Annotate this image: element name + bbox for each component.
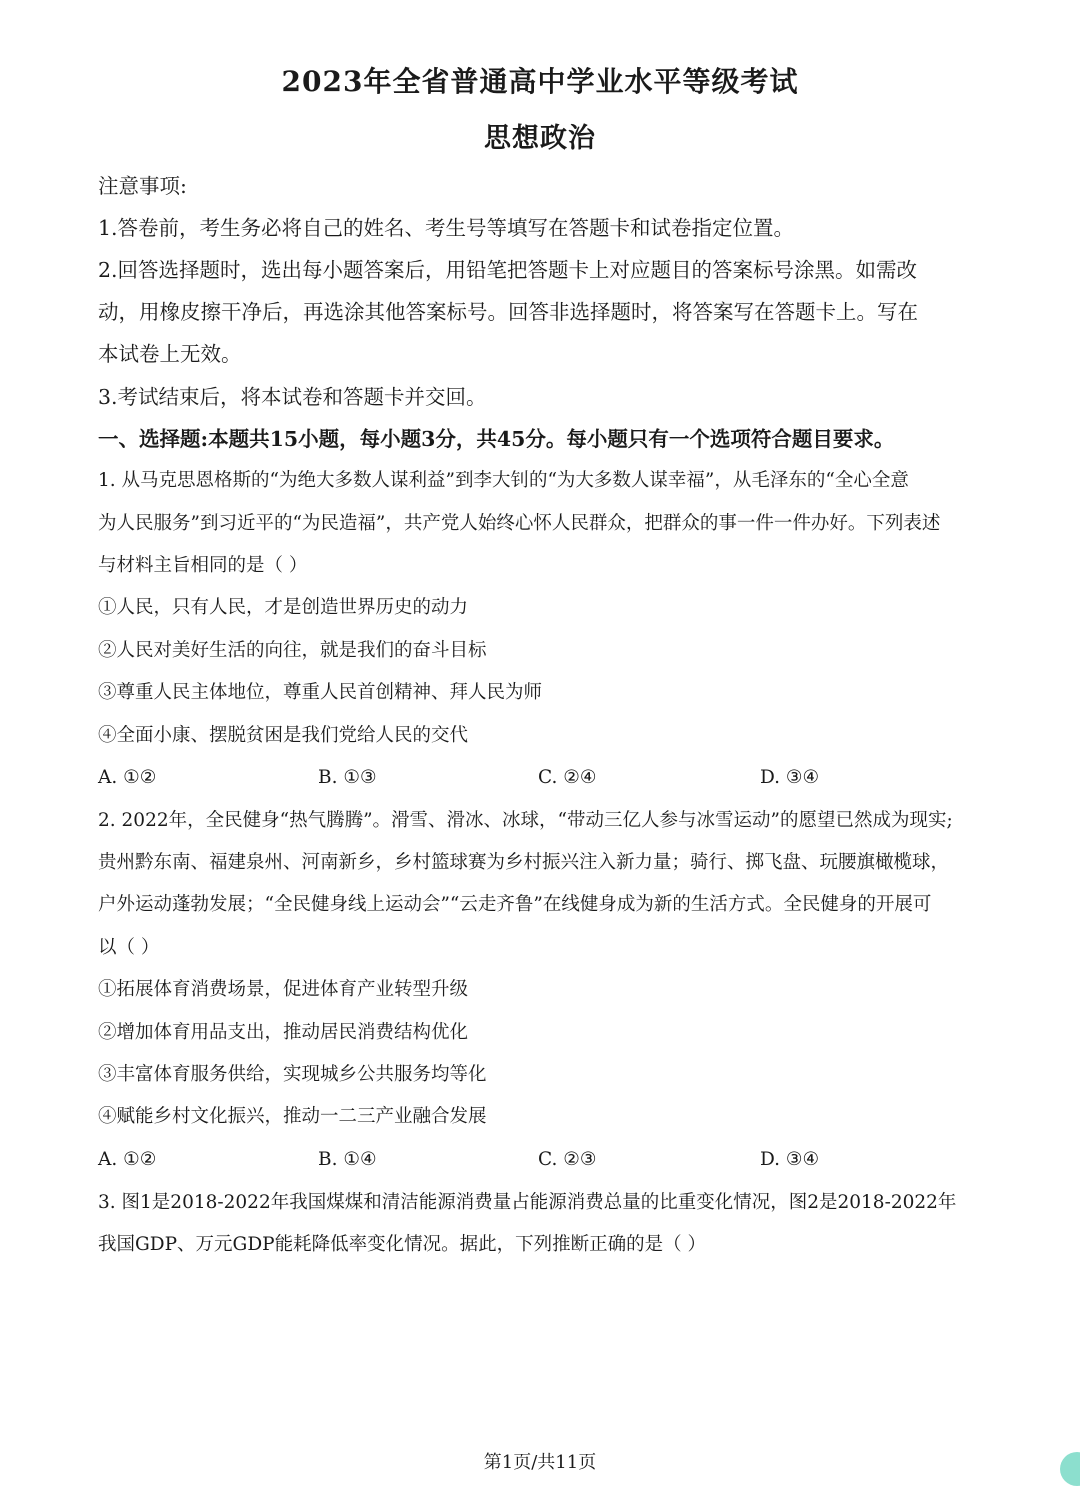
q2-stem-line-3: 户外运动蓬勃发展；“全民健身线上运动会”“云走齐鲁”在线健身成为新的生活方式。全民健身的开展可 (98, 894, 932, 915)
q1-statement-1: ①人民，只有人民，才是创造世界历史的动力 (98, 597, 469, 618)
exam-subject: 思想政治 (484, 123, 596, 154)
notice-heading: 注意事项: (98, 174, 187, 198)
q2-statement-1: ①拓展体育消费场景，促进体育产业转型升级 (98, 979, 469, 1000)
notice-item-2-line-3: 本试卷上无效。 (98, 342, 242, 366)
q1-stem-line-3: 与材料主旨相同的是（ ） (98, 555, 308, 576)
notice-item-2-line-1: 2.回答选择题时，选出每小题答案后，用铅笔把答题卡上对应题目的答案标号涂黑。如需改 (98, 258, 918, 282)
q3-stem-line-1: 3. 图1是2018-2022年我国煤煤和清洁能源消费量占能源消费总量的比重变化情况，图2是2018-2022年 (98, 1192, 957, 1213)
notice-item-1: 1.答卷前，考生务必将自己的姓名、考生号等填写在答题卡和试卷指定位置。 (98, 216, 795, 240)
notice-item-3: 3.考试结束后，将本试卷和答题卡并交回。 (98, 385, 487, 409)
q1-choice-d: D. ③④ (760, 767, 820, 788)
q1-choice-a: A. ①② (98, 767, 157, 788)
q2-choice-b: B. ①④ (318, 1149, 377, 1170)
notice-item-2-line-2: 动，用橡皮擦干净后，再选涂其他答案标号。回答非选择题时，将答案写在答题卡上。写在 (98, 300, 918, 324)
q2-stem-line-4: 以（ ） (98, 937, 160, 958)
q2-statement-2: ②增加体育用品支出，推动居民消费结构优化 (98, 1022, 469, 1043)
q1-statement-3: ③尊重人民主体地位，尊重人民首创精神、拜人民为师 (98, 682, 543, 703)
q2-stem-line-2: 贵州黔东南、福建泉州、河南新乡，乡村篮球赛为乡村振兴注入新力量；骑行、掷飞盘、玩腰旗橄榄球， (98, 852, 950, 873)
section-1-heading: 一、选择题:本题共15小题，每小题3分，共45分。每小题只有一个选项符合题目要求。 (98, 427, 895, 451)
q1-stem-line-2: 为人民服务”到习近平的“为民造福”，共产党人始终心怀人民群众，把群众的事一件一件办好。下列表述 (98, 513, 941, 534)
q1-statement-2: ②人民对美好生活的向往，就是我们的奋斗目标 (98, 640, 487, 661)
q2-choice-d: D. ③④ (760, 1149, 820, 1170)
q1-choice-c: C. ②④ (538, 767, 597, 788)
q2-stem-line-1: 2. 2022年，全民健身“热气腾腾”。滑雪、滑冰、冰球，“带动三亿人参与冰雪运动”的愿望已然成为现实; (98, 810, 953, 831)
q2-statement-4: ④赋能乡村文化振兴，推动一二三产业融合发展 (98, 1106, 487, 1127)
floating-badge-icon[interactable] (1060, 1452, 1080, 1486)
q2-choice-a: A. ①② (98, 1149, 157, 1170)
q1-stem-line-1: 1. 从马克思恩格斯的“为绝大多数人谋利益”到李大钊的“为大多数人谋幸福”，从毛泽东的“全心全意 (98, 470, 909, 491)
page-number: 第1页/共11页 (483, 1452, 597, 1473)
q3-stem-line-2: 我国GDP、万元GDP能耗降低率变化情况。据此，下列推断正确的是（ ） (98, 1234, 707, 1255)
q2-choice-c: C. ②③ (538, 1149, 597, 1170)
q2-statement-3: ③丰富体育服务供给，实现城乡公共服务均等化 (98, 1064, 487, 1085)
q1-statement-4: ④全面小康、摆脱贫困是我们党给人民的交代 (98, 725, 469, 746)
exam-title: 2023年全省普通高中学业水平等级考试 (281, 65, 799, 98)
q1-choice-b: B. ①③ (318, 767, 377, 788)
